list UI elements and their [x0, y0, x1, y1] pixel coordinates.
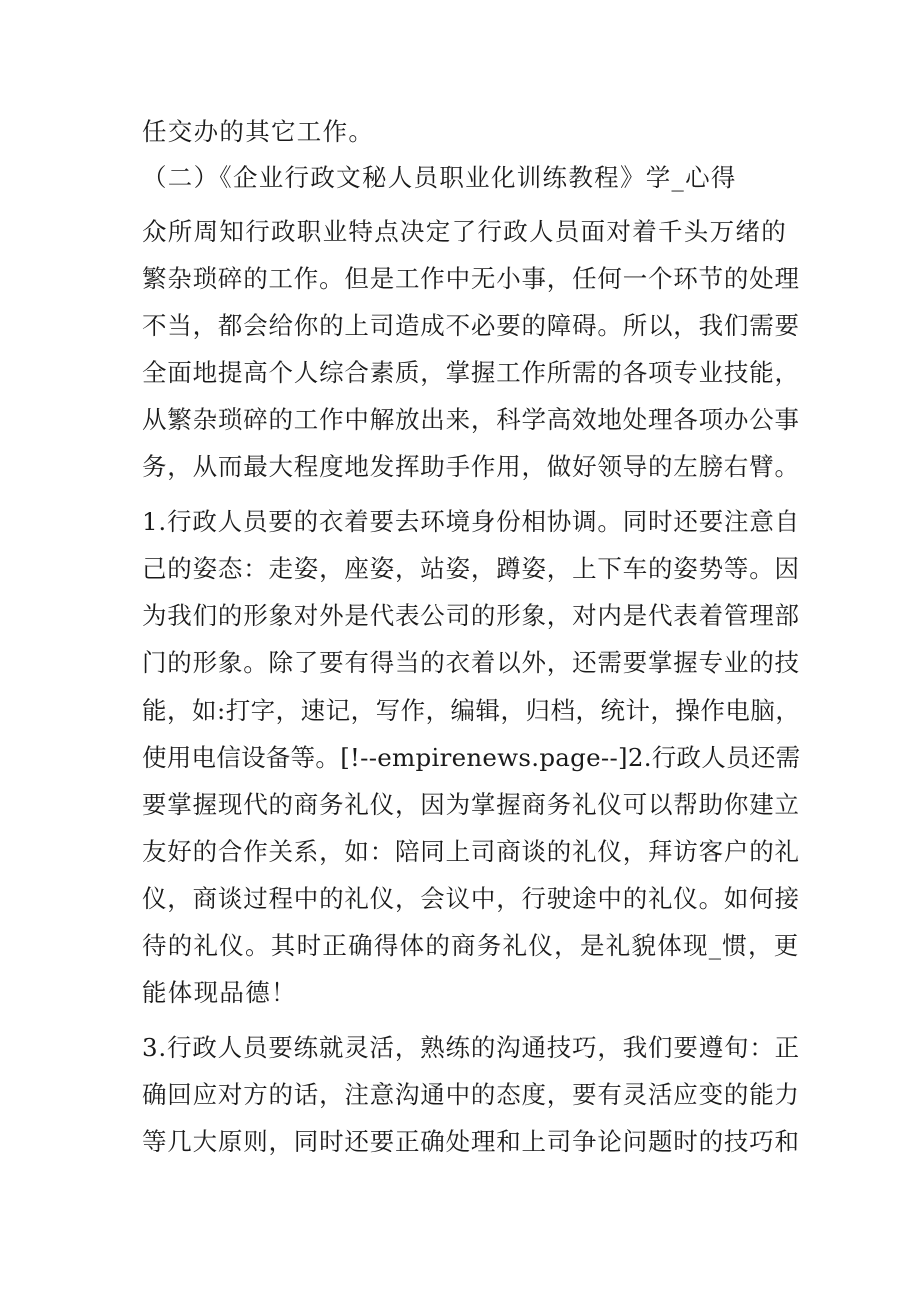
text-line: 任交办的其它工作。: [142, 117, 375, 146]
text-line: 从繁杂琐碎的工作中解放出来，科学高效地处理各项办公事: [142, 405, 800, 434]
text-line: 确回应对方的话，注意沟通中的态度，要有灵活应变的能力: [142, 1080, 800, 1109]
text-line: 门的形象。除了要有得当的衣着以外，还需要掌握专业的技: [142, 648, 800, 677]
text-line: 等几大原则，同时还要正确处理和上司争论问题时的技巧和: [142, 1127, 800, 1156]
text-line: 务，从而最大程度地发挥助手作用，做好领导的左膀右臂。: [142, 452, 800, 481]
text-line: 仪，商谈过程中的礼仪，会议中，行驶途中的礼仪。如何接: [142, 884, 800, 913]
section-heading: （二）《企业行政文秘人员职业化训练教程》学_心得: [142, 163, 737, 192]
text-line: 待的礼仪。其时正确得体的商务礼仪，是礼貌体现_惯，更: [142, 931, 800, 960]
text-line: 能，如:打字，速记，写作，编辑，归档，统计，操作电脑，: [142, 696, 801, 725]
text-line: 友好的合作关系，如：陪同上司商谈的礼仪，拜访客户的礼: [142, 837, 800, 866]
text-line: 为我们的形象对外是代表公司的形象，对内是代表着管理部: [142, 601, 800, 630]
text-line: 3.行政人员要练就灵活，熟练的沟通技巧，我们要遵旬：正: [142, 1033, 800, 1062]
text-line: 众所周知行政职业特点决定了行政人员面对着千头万绪的: [142, 217, 787, 246]
text-line: 使用电信设备等。[!--empirenews.page--]2.行政人员还需: [142, 743, 801, 772]
text-line: 1.行政人员要的衣着要去环境身份相协调。同时还要注意自: [142, 507, 800, 536]
text-line: 繁杂琐碎的工作。但是工作中无小事，任何一个环节的处理: [142, 264, 800, 293]
text-line: 己的姿态：走姿，座姿，站姿，蹲姿，上下车的姿势等。因: [142, 554, 800, 583]
text-line: 不当，都会给你的上司造成不必要的障碍。所以，我们需要: [142, 311, 800, 340]
text-line: 全面地提高个人综合素质，掌握工作所需的各项专业技能，: [142, 358, 800, 387]
text-line: 能体现品德！: [142, 978, 297, 1007]
text-line: 要掌握现代的商务礼仪，因为掌握商务礼仪可以帮助你建立: [142, 790, 800, 819]
